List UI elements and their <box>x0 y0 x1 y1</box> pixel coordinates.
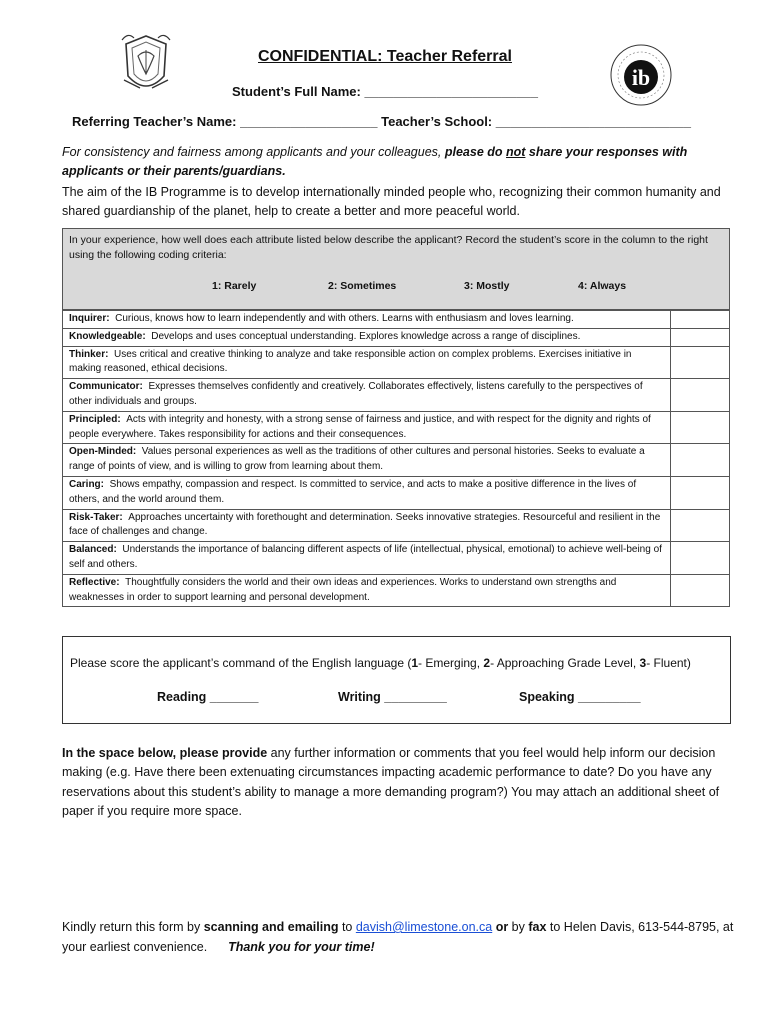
attribute-description-cell <box>63 411 671 444</box>
attribute-description-cell <box>63 346 671 379</box>
notice-bold-post: share your responses with applicants or their parents/guardians. <box>62 145 688 178</box>
attribute-description: Values personal experiences as well as the traditions of other cultures and personal histories. Seeks to evaluate a range of points of view, and is willing to grow from learning about them. <box>69 446 645 473</box>
attribute-score-cell[interactable] <box>671 346 730 379</box>
criteria-3: 3: Mostly <box>464 280 510 292</box>
further-rest: any further information or comments that you feel would help inform our decision making (e.g. Have there been extenuating circumstances impacting academic performance to date? Do you have any reservations about this student’s ability to manage a more demanding program?) You may attach an additional sheet of paper if you require more space. <box>62 746 720 818</box>
attribute-name: Knowledgeable: <box>69 330 146 342</box>
thank-you-text: Thank you for your time! <box>228 940 375 954</box>
form-title: CONFIDENTIAL: Teacher Referral <box>258 48 512 65</box>
attribute-description-cell <box>63 311 671 329</box>
teacher-school-field[interactable]: ___________________________ <box>495 114 691 129</box>
attribute-score-cell[interactable] <box>671 379 730 412</box>
return-bold-or: or <box>492 920 509 934</box>
attribute-name: Thinker: <box>69 348 109 360</box>
english-language-box <box>62 636 731 724</box>
teacher-school-label: Teacher’s School: <box>381 114 493 129</box>
attribute-score-cell[interactable] <box>671 476 730 509</box>
attribute-name: Reflective: <box>69 576 120 588</box>
english-prompt <box>70 656 691 670</box>
speaking-score-field[interactable]: Speaking _________ <box>519 690 641 704</box>
attributes-table-body <box>63 311 730 607</box>
attribute-name: Caring: <box>69 478 104 490</box>
attribute-description-cell <box>63 574 671 607</box>
return-text-4: to Helen Davis, 613-544-8795, at your earliest convenience. <box>62 920 734 954</box>
attribute-description-cell <box>63 509 671 542</box>
return-text-3: by <box>508 920 529 934</box>
attribute-name: Risk-Taker: <box>69 511 123 523</box>
teacher-name-field[interactable]: ___________________ <box>240 114 378 129</box>
attribute-row <box>63 328 730 346</box>
attribute-description: Shows empathy, compassion and respect. Is committed to service, and acts to make a positive difference in the lives of others, and the world around them. <box>69 478 637 505</box>
attribute-description: Thoughtfully considers the world and their own ideas and experiences. Works to understand own strengths and weaknesses in order to support learning and personal development. <box>69 576 617 603</box>
attribute-description: Understands the importance of balancing different aspects of life (intellectual, physical, emotional) to achieve well-being of self and others. <box>69 544 662 570</box>
attribute-score-cell[interactable] <box>671 542 730 575</box>
attribute-row <box>63 476 730 509</box>
english-level-1-label: - Emerging, <box>418 656 484 670</box>
attribute-description-cell <box>63 542 671 575</box>
attribute-name: Balanced: <box>69 544 117 556</box>
attribute-score-cell[interactable] <box>671 311 730 329</box>
student-name-field[interactable]: ________________________ <box>364 84 538 99</box>
return-instructions <box>62 917 752 957</box>
english-level-2-label: - Approaching Grade Level, <box>490 656 640 670</box>
return-bold-fax: fax <box>528 920 547 934</box>
further-comments-prompt <box>62 744 742 821</box>
attribute-row <box>63 411 730 444</box>
attribute-description: Approaches uncertainty with forethought and determination. Seeks innovative strategies. Resourceful and resilient in the face of challenges and change. <box>69 511 661 538</box>
attribute-row <box>63 311 730 329</box>
notice-bold-pre: please do <box>444 145 506 159</box>
svg-text:ib: ib <box>631 65 651 90</box>
return-text-1: Kindly return this form by <box>62 920 204 934</box>
attribute-description-cell <box>63 328 671 346</box>
attribute-description: Acts with integrity and honesty, with a strong sense of fairness and justice, and with respect for the dignity and rights of people everywhere. Takes responsibility for actions and their consequences. <box>69 413 651 440</box>
attribute-row <box>63 542 730 575</box>
further-bold: In the space below, please provide <box>62 746 268 760</box>
attribute-description-cell <box>63 476 671 509</box>
notice-italic: For consistency and fairness among applicants and your colleagues, <box>62 145 445 159</box>
attribute-score-cell[interactable] <box>671 574 730 607</box>
student-name-label: Student’s Full Name: <box>232 84 361 99</box>
teacher-line <box>72 114 691 129</box>
writing-score-field[interactable]: Writing _________ <box>338 690 447 704</box>
attribute-name: Open-Minded: <box>69 446 137 458</box>
attribute-score-cell[interactable] <box>671 328 730 346</box>
attribute-description: Curious, knows how to learn independently and with others. Learns with enthusiasm and loves learning. <box>115 313 574 324</box>
attribute-name: Principled: <box>69 413 121 425</box>
return-text-2: to <box>338 920 356 934</box>
attribute-row <box>63 509 730 542</box>
english-prompt-text: Please score the applicant’s command of the English language ( <box>70 656 412 670</box>
attribute-score-cell[interactable] <box>671 411 730 444</box>
attribute-description: Uses critical and creative thinking to analyze and take responsible action on complex problems. Exercises initiative in making reasoned, ethical decisions. <box>69 348 632 375</box>
email-link[interactable]: davish@limestone.on.ca <box>355 920 493 934</box>
english-level-3: 3 <box>639 656 647 670</box>
english-level-3-label: - Fluent) <box>646 656 691 670</box>
attribute-name: Communicator: <box>69 381 143 393</box>
attributes-table <box>62 310 730 607</box>
criteria-1: 1: Rarely <box>212 280 257 292</box>
attribute-score-cell[interactable] <box>671 509 730 542</box>
attribute-description-cell <box>63 379 671 412</box>
english-level-1: 1 <box>411 656 419 670</box>
attribute-name: Inquirer: <box>69 313 110 324</box>
english-level-2: 2 <box>483 656 491 670</box>
attribute-row <box>63 379 730 412</box>
attribute-description: Develops and uses conceptual understanding. Explores knowledge across a range of disciplines. <box>151 330 581 342</box>
reading-score-field[interactable]: Reading _______ <box>157 690 259 704</box>
student-name-line <box>0 84 770 99</box>
confidentiality-notice <box>62 143 742 181</box>
instructions-text: In your experience, how well does each attribute listed below describe the applicant? Record the student’s score in the column to the right using the following coding criteria: <box>69 234 708 261</box>
attribute-score-cell[interactable] <box>671 444 730 477</box>
attribute-row <box>63 346 730 379</box>
criteria-2: 2: Sometimes <box>328 280 397 292</box>
criteria-4: 4: Always <box>578 280 627 292</box>
attribute-description: Expresses themselves confidently and creatively. Collaborates effectively, listens carefully to the perspectives of other individuals and groups. <box>69 381 643 407</box>
attribute-description-cell <box>63 444 671 477</box>
notice-not: not <box>506 145 526 159</box>
return-bold-1: scanning and emailing <box>203 920 339 934</box>
attribute-row <box>63 574 730 607</box>
teacher-name-label: Referring Teacher’s Name: <box>72 114 237 129</box>
ib-aim-statement: The aim of the IB Programme is to develop internationally minded people who, recognizing their common humanity and shared guardianship of the planet, help to create a better and more peaceful world. <box>62 185 721 218</box>
attribute-row <box>63 444 730 477</box>
